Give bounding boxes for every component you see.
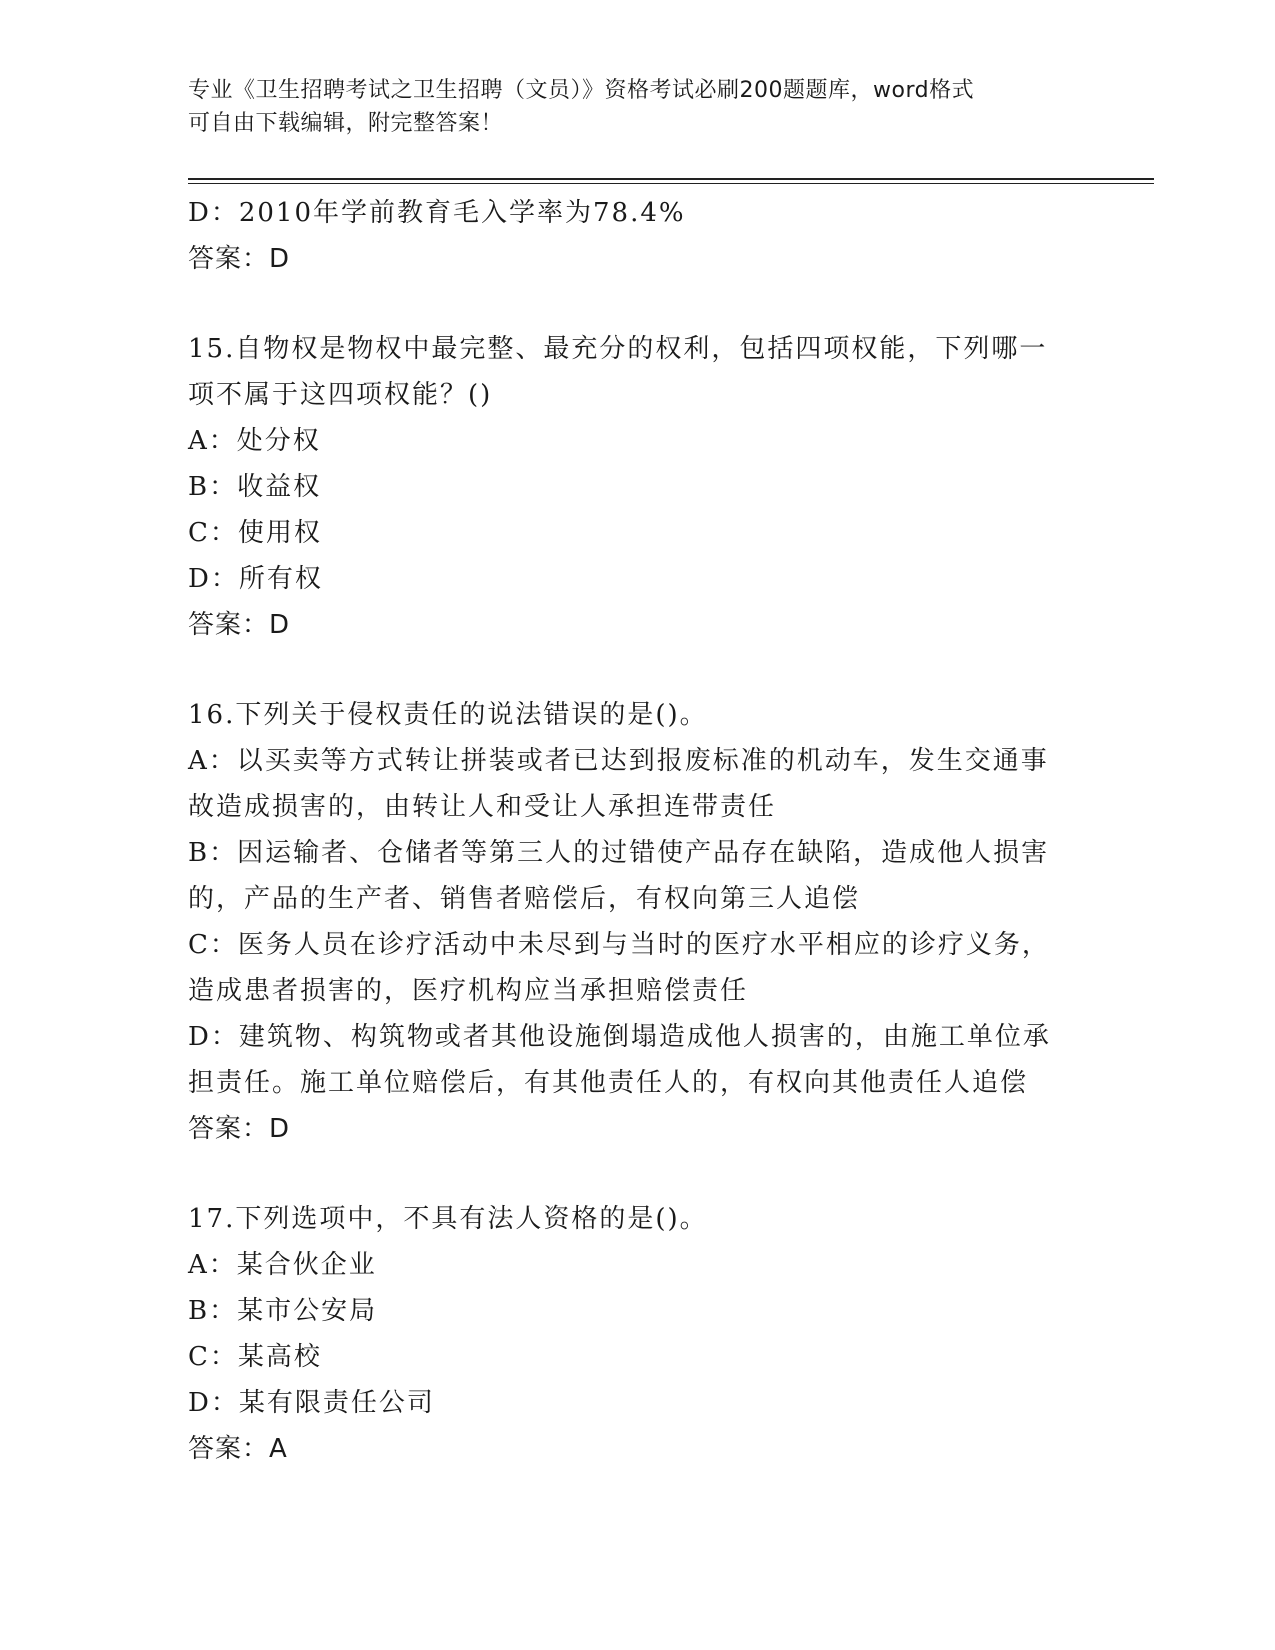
q15-option-d: D：所有权 [188, 564, 323, 594]
q15-option-b: B：收益权 [188, 472, 322, 502]
q17-answer: 答案：A [188, 1434, 288, 1464]
q17-option-a: A：某合伙企业 [188, 1250, 377, 1280]
question-17 [188, 1196, 1088, 1472]
spacer [188, 648, 1088, 692]
q16-stem: 16.下列关于侵权责任的说法错误的是()。 [188, 700, 708, 730]
header-line-2: 可自由下载编辑，附完整答案！ [188, 111, 504, 136]
q16-option-a-line-1: A：以买卖等方式转让拼装或者已达到报废标准的机动车，发生交通事 [188, 746, 1049, 776]
prev-answer: 答案：D [188, 244, 291, 274]
header-rule-thin [188, 183, 1154, 184]
q15-stem-line-2: 项不属于这四项权能？() [188, 380, 493, 410]
q16-option-b-line-2: 的，产品的生产者、销售者赔偿后，有权向第三人追偿 [188, 884, 861, 914]
q17-stem: 17.下列选项中，不具有法人资格的是()。 [188, 1204, 708, 1234]
header-rule-thick [188, 178, 1154, 180]
question-15 [188, 326, 1088, 648]
q15-answer: 答案：D [188, 610, 291, 640]
q17-option-d: D：某有限责任公司 [188, 1388, 435, 1418]
page-header [188, 74, 1068, 140]
q16-option-c-line-2: 造成患者损害的，医疗机构应当承担赔偿责任 [188, 976, 749, 1006]
q15-stem-line-1: 15.自物权是物权中最完整、最充分的权利，包括四项权能，下列哪一 [188, 334, 1048, 364]
prev-option-d: D：2010年学前教育毛入学率为78.4% [188, 198, 686, 228]
q17-option-c: C：某高校 [188, 1342, 322, 1372]
spacer [188, 1152, 1088, 1196]
q16-answer: 答案：D [188, 1114, 291, 1144]
q16-option-a-line-2: 故造成损害的，由转让人和受让人承担连带责任 [188, 792, 777, 822]
q16-option-c-line-1: C：医务人员在诊疗活动中未尽到与当时的医疗水平相应的诊疗义务， [188, 930, 1050, 960]
spacer [188, 282, 1088, 326]
q16-option-d-line-1: D：建筑物、构筑物或者其他设施倒塌造成他人损害的，由施工单位承 [188, 1022, 1051, 1052]
header-line-1: 专业《卫生招聘考试之卫生招聘（文员）》资格考试必刷200题题库，word格式 [188, 78, 975, 103]
q17-option-b: B：某市公安局 [188, 1296, 378, 1326]
q15-option-a: A：处分权 [188, 426, 321, 456]
q16-option-b-line-1: B：因运输者、仓储者等第三人的过错使产品存在缺陷，造成他人损害 [188, 838, 1050, 868]
q16-option-d-line-2: 担责任。施工单位赔偿后，有其他责任人的，有权向其他责任人追偿 [188, 1068, 1029, 1098]
question-content [188, 190, 1088, 1472]
q15-option-c: C：使用权 [188, 518, 322, 548]
question-16 [188, 692, 1088, 1152]
